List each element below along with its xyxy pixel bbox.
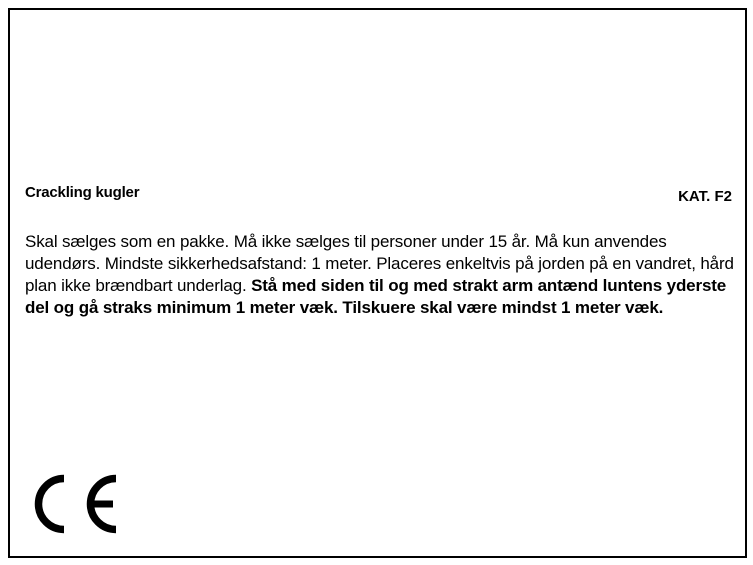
safety-instructions: [25, 231, 737, 319]
instructions-text: Skal sælges som en pakke. Må ikke sælges til personer under 15 år. Må kun anvendes udendørs. Mindste sikkerhedsafstand: 1 meter. Placeres enkeltvis på jorden på en vandret, hård plan ikke brændbart underlag.: [25, 232, 734, 295]
category-label: KAT. F2: [678, 188, 732, 205]
instructions-warning: Stå med siden til og med strakt arm antænd luntens yderste del og gå straks minimum 1 meter væk. Tilskuere skal være mindst 1 meter væk.: [25, 276, 727, 317]
ce-mark-icon: [30, 472, 120, 536]
product-label: [8, 8, 747, 558]
product-name: Crackling kugler: [25, 184, 140, 201]
